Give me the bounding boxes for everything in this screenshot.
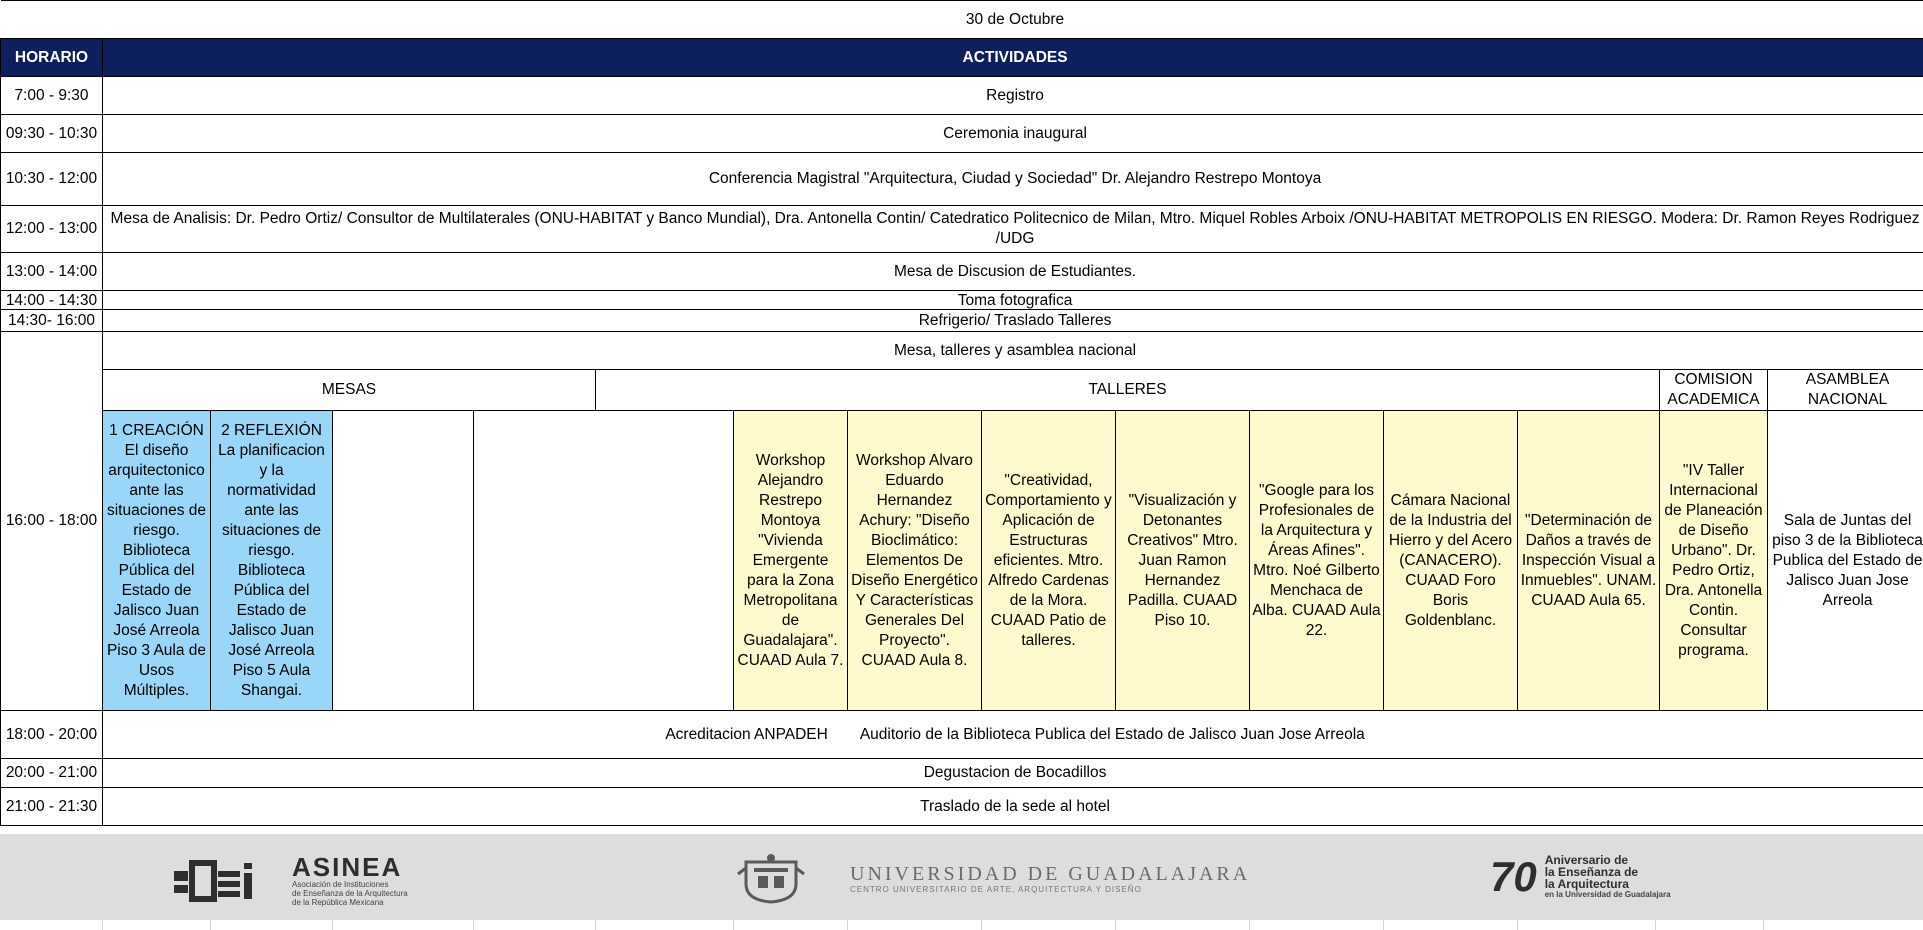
anniversary-line-1: Aniversario de xyxy=(1544,853,1629,867)
empty-cell xyxy=(474,411,734,711)
anniversary-line-2: la Enseñanza de xyxy=(1544,865,1639,879)
talleres-header: TALLERES xyxy=(596,370,1660,411)
anniversary-number: 70 xyxy=(1490,853,1537,900)
time-cell: 18:00 - 20:00 xyxy=(1,711,103,759)
activity-cell xyxy=(103,711,1923,759)
anniversary-sub: en la Universidad de Guadalajara xyxy=(1544,890,1671,899)
taller-cell: "Google para los Profesionales de la Arquitectura y Áreas Afines". Mtro. Noé Gilberto Menchaca de Alba. CUAAD Aula 22. xyxy=(1250,411,1384,711)
taller-cell: Cámara Nacional de la Industria del Hierro y del Acero (CANACERO). CUAAD Foro Boris Goldenblanc. xyxy=(1384,411,1518,711)
date-title: 30 de Octubre xyxy=(103,1,1923,39)
footer-banner xyxy=(0,834,1923,920)
block-title: Mesa, talleres y asamblea nacional xyxy=(103,332,1923,370)
asinea-name: ASINEA xyxy=(292,852,403,882)
taller-cell: "Determinación de Daños a través de Inspección Visual a Inmuebles". UNAM. CUAAD Aula 65. xyxy=(1518,411,1660,711)
anniversary-line-3: la Arquitectura xyxy=(1544,877,1629,891)
activity-cell: Mesa de Discusion de Estudiantes. xyxy=(103,253,1923,291)
taller-cell: "IV Taller Internacional de Planeación de Diseño Urbano". Dr. Pedro Ortiz, Dra. Antonella Contin. Consultar programa. xyxy=(1660,411,1768,711)
taller-cell: "Visualización y Detonantes Creativos" Mtro. Juan Ramon Hernandez Padilla. CUAAD Piso 10. xyxy=(1116,411,1250,711)
time-cell: 7:00 - 9:30 xyxy=(1,77,103,115)
time-cell: 10:30 - 12:00 xyxy=(1,153,103,206)
comision-header: COMISION ACADEMICA xyxy=(1660,370,1768,411)
asinea-sub-1: Asociación de Instituciones xyxy=(292,880,389,889)
time-cell: 12:00 - 13:00 xyxy=(1,206,103,253)
activity-cell: Mesa de Analisis: Dr. Pedro Ortiz/ Consultor de Multilaterales (ONU-HABITAT y Banco Mundial), Dra. Antonella Contin/ Catedratico Politecnico de Milan, Mtro. Miquel Robles Arboix /ONU-HABITAT METROPOLIS EN RIESGO. Modera: Dr. Ramon Reyes Rodriguez /UDG xyxy=(103,206,1923,253)
time-cell: 20:00 - 21:00 xyxy=(1,759,103,788)
anniversary-logo xyxy=(1490,854,1671,900)
grid-lines xyxy=(0,920,1923,930)
horario-header: HORARIO xyxy=(1,39,103,77)
asinea-sub-2: de Enseñanza de la Arquitectura xyxy=(292,889,408,898)
asinea-sub-3: de la República Mexicana xyxy=(292,898,384,907)
taller-cell: Workshop Alvaro Eduardo Hernandez Achury: "Diseño Bioclimático: Elementos De Diseño Energético Y Características Generales Del Proyecto". CUAAD Aula 8. xyxy=(848,411,982,711)
mesa-cell: 1 CREACIÓN El diseño arquitectonico ante las situaciones de riesgo. Biblioteca Pública del Estado de Jalisco Juan José Arreola Piso 3 Aula de Usos Múltiples. xyxy=(103,411,211,711)
udg-crest-icon xyxy=(736,854,806,904)
asinea-logo xyxy=(172,854,408,907)
activity-label: Acreditacion ANPADEH xyxy=(665,725,828,743)
mesa-cell: 2 REFLEXIÓN La planificacion y la normatividad ante las situaciones de riesgo. Biblioteca Pública del Estado de Jalisco Juan José Arreola Piso 5 Aula Shangai. xyxy=(211,411,333,711)
activity-cell: Conferencia Magistral "Arquitectura, Ciudad y Sociedad" Dr. Alejandro Restrepo Montoya xyxy=(103,153,1923,206)
time-cell: 13:00 - 14:00 xyxy=(1,253,103,291)
mesas-header: MESAS xyxy=(103,370,596,411)
time-cell: 16:00 - 18:00 xyxy=(1,332,103,711)
activity-cell: Toma fotografica xyxy=(103,291,1923,310)
activity-cell: Refrigerio/ Traslado Talleres xyxy=(103,310,1923,332)
activity-cell: Registro xyxy=(103,77,1923,115)
time-cell: 14:00 - 14:30 xyxy=(1,291,103,310)
asamblea-header: ASAMBLEA NACIONAL xyxy=(1768,370,1923,411)
taller-cell: "Creatividad, Comportamiento y Aplicación de Estructuras eficientes. Mtro. Alfredo Cardenas de la Mora. CUAAD Patio de talleres. xyxy=(982,411,1116,711)
time-cell: 09:30 - 10:30 xyxy=(1,115,103,153)
taller-cell: Workshop Alejandro Restrepo Montoya "Vivienda Emergente para la Zona Metropolitana de Guadalajara". CUAAD Aula 7. xyxy=(734,411,848,711)
activity-cell: Traslado de la sede al hotel xyxy=(103,788,1923,826)
time-cell: 14:30- 16:00 xyxy=(1,310,103,332)
actividades-header: ACTIVIDADES xyxy=(103,39,1923,77)
activity-location: Auditorio de la Biblioteca Publica del Estado de Jalisco Juan Jose Arreola xyxy=(859,725,1365,743)
activity-cell: Ceremonia inaugural xyxy=(103,115,1923,153)
empty-cell xyxy=(333,411,474,711)
time-cell: 21:00 - 21:30 xyxy=(1,788,103,826)
udg-name: UNIVERSIDAD DE GUADALAJARA xyxy=(850,863,1251,885)
activity-cell: Degustacion de Bocadillos xyxy=(103,759,1923,788)
asinea-mark-icon xyxy=(172,859,272,903)
udg-sub: CENTRO UNIVERSITARIO DE ARTE, ARQUITECTURA Y DISEÑO xyxy=(850,885,1142,894)
udg-logo xyxy=(736,854,1250,904)
comision-cell: Sala de Juntas del piso 3 de la Biblioteca Publica del Estado de Jalisco Juan Jose Arreola xyxy=(1768,411,1923,711)
